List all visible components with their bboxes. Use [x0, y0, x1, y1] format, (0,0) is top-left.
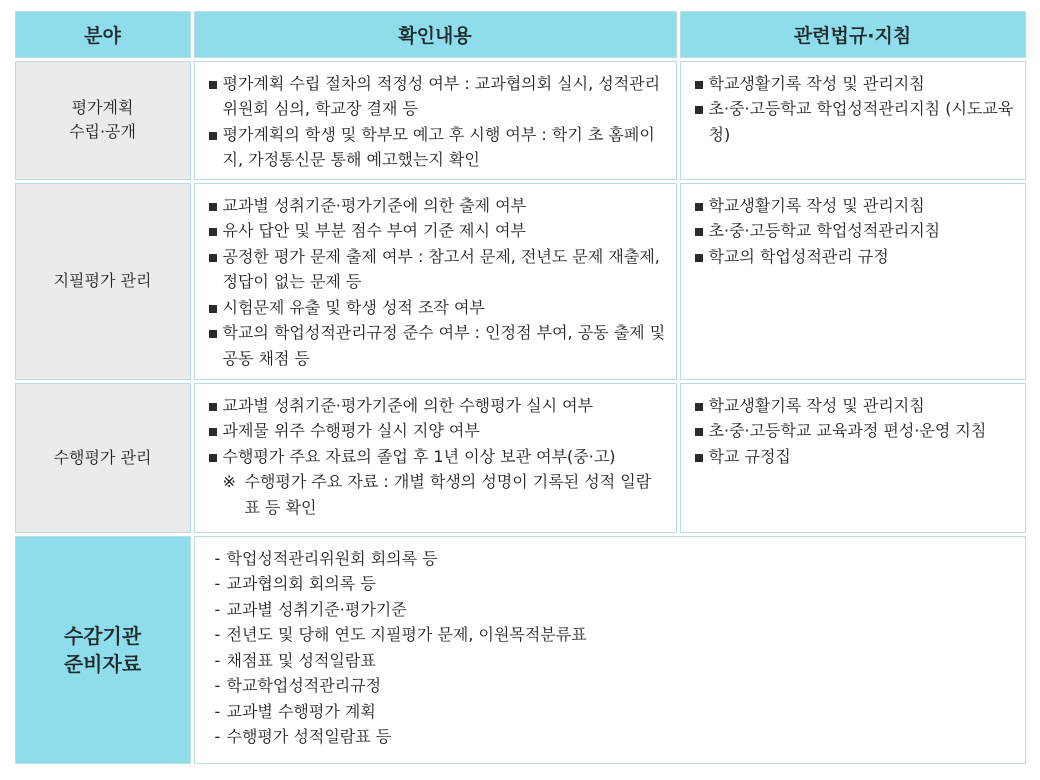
square-bullet-icon [695, 444, 709, 470]
square-bullet-icon [209, 295, 223, 321]
table-row [13, 381, 1027, 534]
checks-cell [194, 61, 677, 180]
check-item: 수행평가 주요 자료의 졸업 후 1년 이상 보관 여부(중·고) [209, 444, 666, 470]
checks-cell [194, 383, 677, 533]
regulation-item: 학교의 학업성적관리 규정 [695, 244, 1015, 270]
square-bullet-icon [695, 193, 709, 219]
regulation-item: 초·중·고등학교 교육과정 편성·운영 지침 [695, 418, 1015, 444]
square-bullet-icon [695, 244, 709, 270]
check-item: 평가계획의 학생 및 학부모 예고 후 시행 여부 : 학기 초 홈페이지, 가정통신문 통해 예고했는지 확인 [209, 122, 666, 173]
regulations-cell [680, 61, 1026, 180]
square-bullet-icon [209, 444, 223, 470]
category-line: 지필평가 관리 [53, 271, 152, 290]
prep-items-cell [194, 536, 1026, 764]
audit-checklist-table [13, 9, 1027, 765]
category-line: 평가계획 [71, 98, 134, 117]
regulation-item: 학교생활기록 작성 및 관리지침 [695, 193, 1015, 219]
square-bullet-icon [695, 71, 709, 97]
reference-mark-icon: ※ [222, 472, 236, 491]
regulation-item: 학교생활기록 작성 및 관리지침 [695, 71, 1015, 97]
square-bullet-icon [209, 244, 223, 295]
header-regulations: 관련법규·지침 [680, 11, 1026, 58]
square-bullet-icon [209, 122, 223, 173]
prep-title-cell [15, 536, 191, 764]
prep-materials-row [13, 534, 1027, 765]
checks-cell [194, 183, 677, 380]
dash-marker: - [214, 548, 221, 568]
prep-item: - 교과협의회 회의록 등 [215, 571, 1007, 597]
regulation-item: 학교생활기록 작성 및 관리지침 [695, 393, 1015, 419]
regulation-item: 초·중·고등학교 학업성적관리지침 (시도교육청) [695, 96, 1015, 147]
check-item: 공정한 평가 문제 출제 여부 : 참고서 문제, 전년도 문제 재출제, 정답이 없는 문제 등 [209, 244, 666, 295]
square-bullet-icon [209, 418, 223, 444]
square-bullet-icon [695, 96, 709, 147]
square-bullet-icon [209, 193, 223, 219]
header-checks: 확인내용 [194, 11, 677, 58]
header-category: 분야 [15, 11, 191, 58]
prep-title-line: 준비자료 [63, 651, 142, 676]
square-bullet-icon [695, 418, 709, 444]
dash-marker: - [214, 727, 221, 746]
prep-item: - 채점표 및 성적일람표 [215, 648, 1007, 674]
regulations-cell [680, 183, 1026, 380]
check-item: 평가계획 수립 절차의 적정성 여부 : 교과협의회 실시, 성적관리위원회 심의, 학교장 결재 등 [209, 71, 666, 122]
square-bullet-icon [209, 218, 223, 244]
note-item [209, 469, 666, 520]
prep-item: - 교과별 수행평가 계획 [215, 699, 1007, 725]
dash-marker: - [214, 625, 221, 644]
dash-marker: - [214, 701, 221, 721]
dash-marker: - [214, 676, 221, 695]
check-item: 교과별 성취기준·평가기준에 의한 출제 여부 [209, 193, 666, 219]
category-line: 수행평가 관리 [53, 447, 152, 467]
category-cell [15, 61, 191, 180]
table-row [13, 59, 1027, 181]
dash-marker: - [214, 599, 221, 619]
table-header [13, 9, 1027, 59]
check-item: 유사 답안 및 부분 점수 부여 기준 제시 여부 [209, 218, 666, 244]
regulations-cell [680, 383, 1026, 533]
check-item: 교과별 성취기준·평가기준에 의한 수행평가 실시 여부 [209, 393, 666, 419]
category-line: 수립·공개 [69, 122, 136, 141]
check-item: 시험문제 유출 및 학생 성적 조작 여부 [209, 295, 666, 321]
table-row [13, 181, 1027, 381]
square-bullet-icon [695, 393, 709, 419]
regulation-item: 초·중·고등학교 학업성적관리지침 [695, 218, 1015, 244]
regulation-item: 학교 규정집 [695, 444, 1015, 470]
dash-marker: - [214, 650, 221, 670]
check-item: 학교의 학업성적관리규정 준수 여부 : 인정점 부여, 공동 출제 및 공동 채점 등 [209, 320, 666, 371]
category-cell [15, 383, 191, 533]
prep-item: - 학교학업성적관리규정 [215, 673, 1007, 699]
square-bullet-icon [209, 393, 223, 419]
category-cell [15, 183, 191, 380]
check-item: 과제물 위주 수행평가 실시 지양 여부 [209, 418, 666, 444]
dash-marker: - [214, 574, 221, 593]
square-bullet-icon [695, 218, 709, 244]
prep-item: - 전년도 및 당해 연도 지필평가 문제, 이원목적분류표 [215, 622, 1007, 648]
prep-item: - 학업성적관리위원회 회의록 등 [215, 546, 1007, 572]
prep-item: - 교과별 성취기준·평가기준 [215, 597, 1007, 623]
note-text: 수행평가 주요 자료 : 개별 학생의 성명이 기록된 성적 일람표 등 확인 [244, 472, 652, 517]
square-bullet-icon [209, 71, 223, 122]
square-bullet-icon [209, 320, 223, 371]
prep-title-line: 수감기관 [63, 623, 142, 648]
prep-item: - 수행평가 성적일람표 등 [215, 724, 1007, 750]
